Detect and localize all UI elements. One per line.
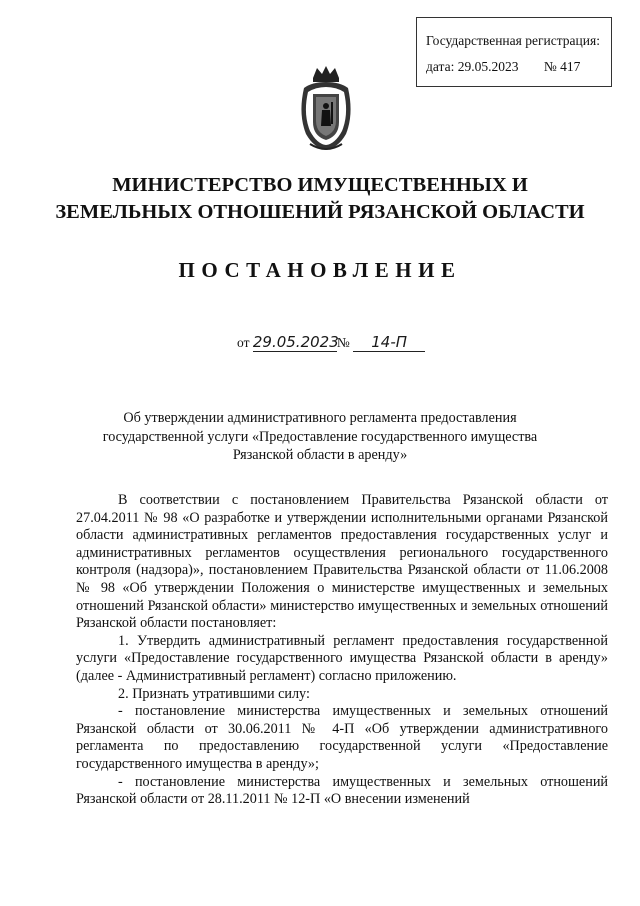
ministry-name xyxy=(40,172,600,226)
intro-paragraph: В соответствии с постановлением Правительства Рязанской области от 27.04.2011 № 98 «О разработке и утверждении исполнительными органами Рязанской области административных регламентов предоставления государственных услуг и административных регламентов осуществления регионального государственного контроля (надзора)», постановлением Правительства Рязанской области от 11.06.2008 № 98 «Об утверждении Положения о министерстве имущественных и земельных отношений Рязанской области» министерство имущественных и земельных отношений Рязанской области постановляет: xyxy=(76,492,608,632)
ministry-name-line1: МИНИСТЕРСТВО ИМУЩЕСТВЕННЫХ И xyxy=(112,174,528,196)
date-prefix: от xyxy=(237,335,250,350)
handwritten-number: 14-П xyxy=(353,333,425,352)
subject-line3: Рязанской области в аренду» xyxy=(232,447,408,463)
registration-number: № 417 xyxy=(543,59,581,74)
coat-of-arms-icon xyxy=(296,64,356,152)
item-2-paragraph: 2. Признать утратившими силу: xyxy=(118,685,310,702)
registration-details xyxy=(426,59,580,75)
registration-stamp-box xyxy=(416,17,612,87)
registration-date: дата: 29.05.2023 xyxy=(426,59,519,74)
number-prefix: № xyxy=(336,335,350,350)
document-subject xyxy=(90,409,550,465)
subject-line1: Об утверждении административного регламента предоставления xyxy=(123,410,517,426)
handwritten-date: 29.05.2023 xyxy=(252,333,339,351)
subject-line2: государственной услуги «Предоставление государственного имущества xyxy=(102,428,538,445)
document-type-title: ПОСТАНОВЛЕНИЕ xyxy=(178,258,462,282)
ministry-name-line2: ЗЕМЕЛЬНЫХ ОТНОШЕНИЙ РЯЗАНСКОЙ ОБЛАСТИ xyxy=(55,201,585,223)
document-date-line xyxy=(237,333,425,352)
item-2b-paragraph: - постановление министерства имущественных и земельных отношений Рязанской области от 28.11.2011 № 12-П «О внесении изменений xyxy=(76,773,608,808)
registration-title: Государственная регистрация: xyxy=(426,33,600,48)
document-body xyxy=(76,492,608,809)
item-1-paragraph: 1. Утвердить административный регламент предоставления государственной услуги «Предоставление государственного имущества Рязанской области в аренду» (далее - Административный регламент) согласно приложению. xyxy=(76,632,608,684)
item-2a-paragraph: - постановление министерства имущественных и земельных отношений Рязанской области от 30.06.2011 № 4-П «Об утверждении административного регламента по предоставлению государственной услуги «Предоставление государственного имущества в аренду»; xyxy=(76,703,608,772)
